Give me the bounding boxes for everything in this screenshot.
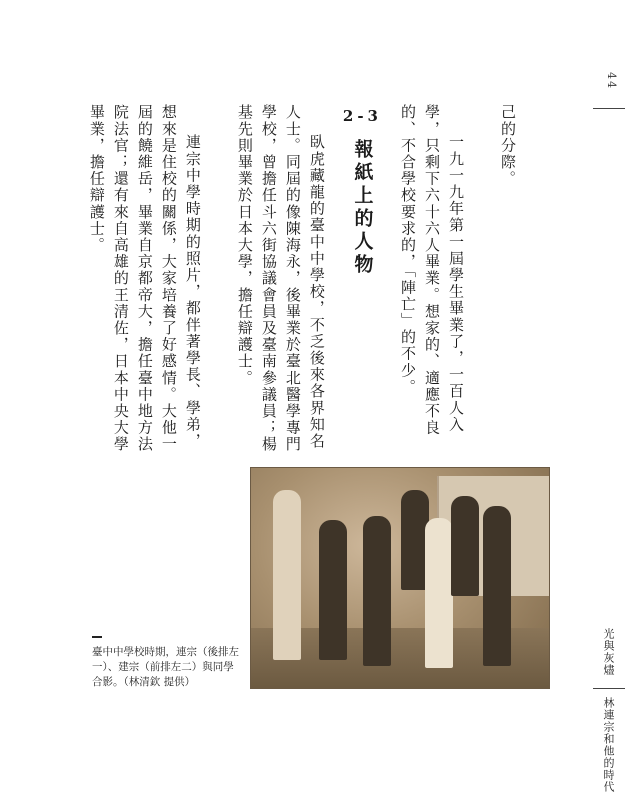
paragraph-0: 己的分際。 [499,104,517,187]
body-text [80,104,520,464]
caption-marker [92,636,102,638]
running-head-subtitle: 林連宗和他的時代 [602,697,615,793]
header-rule [593,108,625,109]
section-heading [343,104,382,464]
footer-rule [593,688,625,689]
section-title: 報紙上的人物 [351,138,374,277]
paragraph-1: 一九一九年第一屆學生畢業了，一百人入學，只剩下六十六人畢業。想家的、適應不良的、不合學校要求的，「陣亡」的不少。 [399,104,465,436]
page-number: 44 [605,72,618,90]
photo-caption: 臺中中學校時期，連宗（後排左一）、建宗（前排左二）與同學合影。（林清欽 提供） [92,646,239,688]
group-photo [250,467,550,689]
running-head-title: 光與灰燼 [602,628,615,676]
photo-person [273,490,301,660]
photo-person [319,520,347,660]
photo-person [363,516,391,666]
paragraph-gap [468,104,496,464]
photo-person [425,518,453,668]
paragraph-gap [205,104,233,464]
photo-person [483,506,511,666]
paragraph-2: 臥虎藏龍的臺中中學校，不乏後來各界知名人士。同屆的像陳海永，後畢業於臺北醫學專門學校，曾擔任斗六街協議會員及臺南參議員；楊基先則畢業於日本大學，擔任辯護士。 [235,104,326,453]
paragraph-3: 連宗中學時期的照片，都伴著學長、學弟，想來是住校的關係，大家培養了好感情。大他一屆的饒維岳，畢業自京都帝大，擔任臺中地方法院法官；還有來自高雄的王清佐，日本中央大學畢業，擔任辯護士。 [87,104,202,453]
photo-person [451,496,479,596]
section-number: 2-3 [342,107,382,125]
